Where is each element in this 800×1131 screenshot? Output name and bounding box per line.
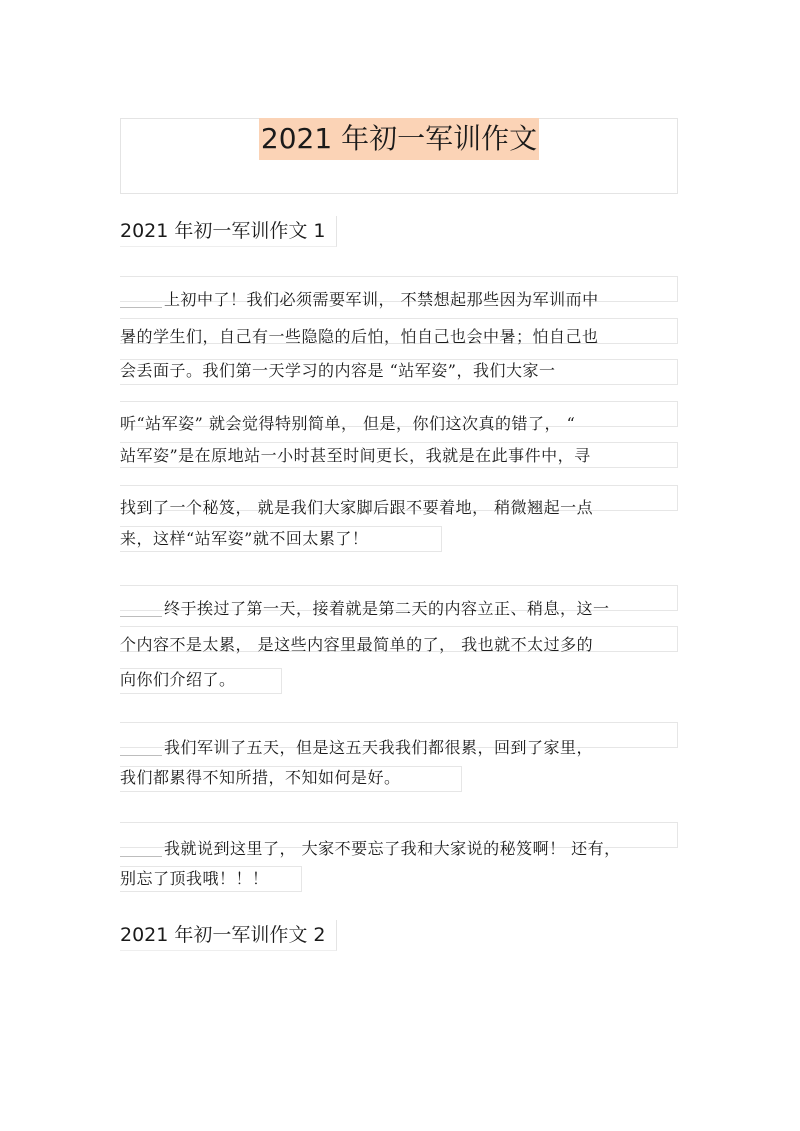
paragraph-line: 会丢面子。我们第一天学习的内容是 “站军姿”，我们大家一: [120, 361, 556, 380]
indent-mark: [120, 842, 162, 857]
paragraph-line: 站军姿”是在原地站一小时甚至时间更长，我就是在此事件中，寻: [120, 446, 591, 465]
paragraph-line: 我们军训了五天，但是这五天我我们都很累，回到了家里，: [120, 735, 678, 761]
paragraph-line: 我们都累得不知所措，不知如何是好。: [120, 768, 401, 787]
section-heading-1: 2021 年初一军训作文 1: [120, 216, 337, 247]
paragraph-line: 找到了一个秘笈， 就是我们大家脚后跟不要着地， 稍微翘起一点: [120, 498, 594, 517]
paragraph-line: 听“站军姿” 就会觉得特别简单， 但是，你们这次真的错了， “: [120, 414, 576, 433]
page-title: 2021 年初一军训作文: [259, 118, 539, 160]
indent-mark: [120, 293, 162, 308]
paragraph-line: 向你们介绍了。: [120, 670, 236, 689]
paragraph-line: 上初中了！我们必须需要军训， 不禁想起那些因为军训而中: [120, 287, 678, 313]
paragraph-line: 终于挨过了第一天，接着就是第二天的内容立正、稍息，这一: [120, 596, 678, 622]
paragraph-line: 我就说到这里了， 大家不要忘了我和大家说的秘笈啊！ 还有，: [120, 836, 678, 862]
paragraph-line: 别忘了顶我哦！！！: [120, 869, 269, 888]
indent-mark: [120, 741, 162, 756]
indent-mark: [120, 602, 162, 617]
section-heading-2: 2021 年初一军训作文 2: [120, 920, 337, 951]
paragraph-line: 来，这样“站军姿”就不回太累了！: [120, 529, 369, 548]
paragraph-line: 个内容不是太累， 是这些内容里最简单的了， 我也就不太过多的: [120, 635, 594, 654]
paragraph-line: 暑的学生们，自己有一些隐隐的后怕，怕自己也会中暑；怕自己也: [120, 327, 599, 346]
